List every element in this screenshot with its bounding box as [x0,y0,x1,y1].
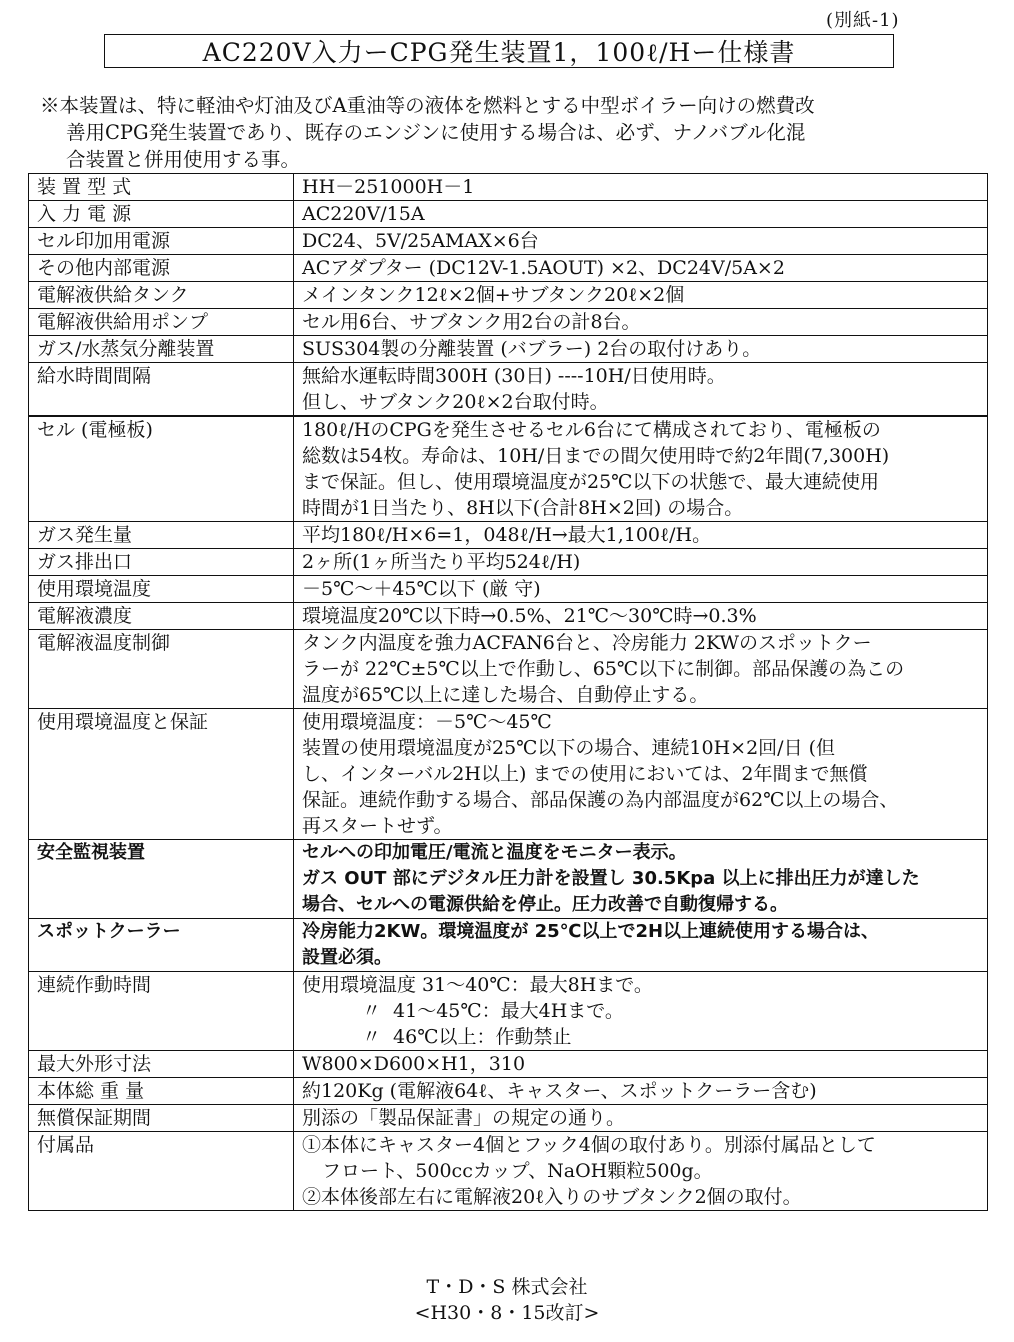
spec-value: W800×D600×H1，310 [294,1051,988,1078]
note-line: ※本装置は、特に軽油や灯油及びA重油等の液体を燃料とする中型ボイラー向けの燃費改 [40,94,815,117]
spec-row [29,336,988,363]
spec-value: 2ヶ所(1ヶ所当たり平均524ℓ/H) [294,549,988,576]
spec-value: 無給水運転時間300H (30日) ----10H/日使用時。 但し、サブタンク20ℓ×2台取付時。 [294,363,988,417]
note-line: 合装置と併用使用する事。 [66,148,301,171]
spec-label: 付属品 [29,1132,294,1211]
spec-label: 電解液供給タンク [29,282,294,309]
spec-label: 電解液濃度 [29,603,294,630]
note-paragraph [40,92,960,173]
spec-row [29,972,988,1051]
spec-label: 連続作動時間 [29,972,294,1051]
spec-label: 使用環境温度と保証 [29,709,294,840]
spec-label: 給水時間間隔 [29,363,294,417]
document-title: AC220V入力ーCPG発生装置1，100ℓ/Hー仕様書 [104,34,894,68]
spec-row [29,228,988,255]
spec-row [29,201,988,228]
spec-value: 使用環境温度 31～40℃：最大8Hまで。 〃 41～45℃：最大4Hまで。 〃 46℃以上：作動禁止 [294,972,988,1051]
spec-value: 使用環境温度：－5℃～45℃ 装置の使用環境温度が25℃以下の場合、連続10H×2回/日 (但 し、インターバル2H以上) までの使用においては、2年間まで無償 保証。連続作動する場合、部品保護の為内部温度が62℃以上の場合、 再スタートせず。 [294,709,988,840]
spec-label: 使用環境温度 [29,576,294,603]
spec-row [29,282,988,309]
spec-label: 安全監視装置 [29,840,294,919]
spec-label: その他内部電源 [29,255,294,282]
spec-value: HH－251000H－1 [294,174,988,201]
spec-table [28,173,988,1211]
spec-value: ACアダプター (DC12V-1.5AOUT) ×2、DC24V/5A×2 [294,255,988,282]
spec-value: AC220V/15A [294,201,988,228]
spec-row [29,919,988,972]
spec-value: －5℃～＋45℃以下 (厳 守) [294,576,988,603]
spec-row [29,416,988,522]
spec-row [29,1078,988,1105]
spec-value: 約120Kg (電解液64ℓ、キャスター、スポットクーラー含む) [294,1078,988,1105]
spec-value: SUS304製の分離装置 (バブラー) 2台の取付けあり。 [294,336,988,363]
spec-row [29,1051,988,1078]
spec-value: DC24、5V/25AMAX×6台 [294,228,988,255]
spec-label: 最大外形寸法 [29,1051,294,1078]
spec-value: 180ℓ/HのCPGを発生させるセル6台にて構成されており、電極板の 総数は54枚。寿命は、10H/日までの間欠使用時で約2年間(7,300H) まで保証。但し、使用環境温度が25℃以下の状態で、最大連続使用 時間が1日当たり、8H以下(合計8H×2回) の場合。 [294,416,988,522]
spec-value: メインタンク12ℓ×2個+サブタンク20ℓ×2個 [294,282,988,309]
spec-label: 無償保証期間 [29,1105,294,1132]
spec-row [29,522,988,549]
spec-row [29,363,988,417]
spec-row [29,255,988,282]
attachment-label: (別紙-1) [826,10,900,31]
spec-value: セル用6台、サブタンク用2台の計8台。 [294,309,988,336]
spec-row [29,630,988,709]
spec-value: セルへの印加電圧/電流と温度をモニター表示。 ガス OUT 部にデジタル圧力計を設置し 30.5Kpa 以上に排出圧力が達した 場合、セルへの電源供給を停止。圧力改善で自動復帰する。 [294,840,988,919]
spec-label: 入 力 電 源 [29,201,294,228]
spec-label: ガス発生量 [29,522,294,549]
spec-row [29,603,988,630]
company-name: T・D・S 株式会社 [426,1276,588,1298]
spec-label: ガス/水蒸気分離装置 [29,336,294,363]
spec-value: ①本体にキャスター4個とフック4個の取付あり。別添付属品として フロート、500ccカップ、NaOH顆粒500g。 ②本体後部左右に電解液20ℓ入りのサブタンク2個の取付。 [294,1132,988,1211]
spec-label: 装 置 型 式 [29,174,294,201]
spec-row [29,840,988,919]
ditto-mark: 〃 [362,1026,382,1048]
spec-label: 電解液温度制御 [29,630,294,709]
ditto-mark: 〃 [362,1000,382,1022]
note-line: 善用CPG発生装置であり、既存のエンジンに使用する場合は、必ず、ナノバブル化混 [66,121,806,144]
spec-row [29,309,988,336]
spec-row [29,174,988,201]
spec-row [29,549,988,576]
spec-row [29,1105,988,1132]
spec-row [29,1132,988,1211]
spec-value: 冷房能力2KW。環境温度が 25℃以上で2H以上連続使用する場合は、 設置必須。 [294,919,988,972]
spec-label: セル印加用電源 [29,228,294,255]
spec-label: スポットクーラー [29,919,294,972]
spec-value: 別添の「製品保証書」の規定の通り。 [294,1105,988,1132]
spec-value: 平均180ℓ/H×6=1，048ℓ/H→最大1,100ℓ/H。 [294,522,988,549]
spec-label: ガス排出口 [29,549,294,576]
spec-label: 本体総 重 量 [29,1078,294,1105]
revision-date: <H30・8・15改訂> [414,1302,600,1324]
spec-label: 電解液供給用ポンプ [29,309,294,336]
spec-row [29,576,988,603]
spec-label: セル (電極板) [29,416,294,522]
spec-value: 環境温度20℃以下時→0.5%、21℃～30℃時→0.3% [294,603,988,630]
spec-row [29,709,988,840]
spec-value: タンク内温度を強力ACFAN6台と、冷房能力 2KWのスポットクー ラーが 22℃±5℃以上で作動し、65℃以下に制御。部品保護の為この 温度が65℃以上に達した場合、自動停止する。 [294,630,988,709]
